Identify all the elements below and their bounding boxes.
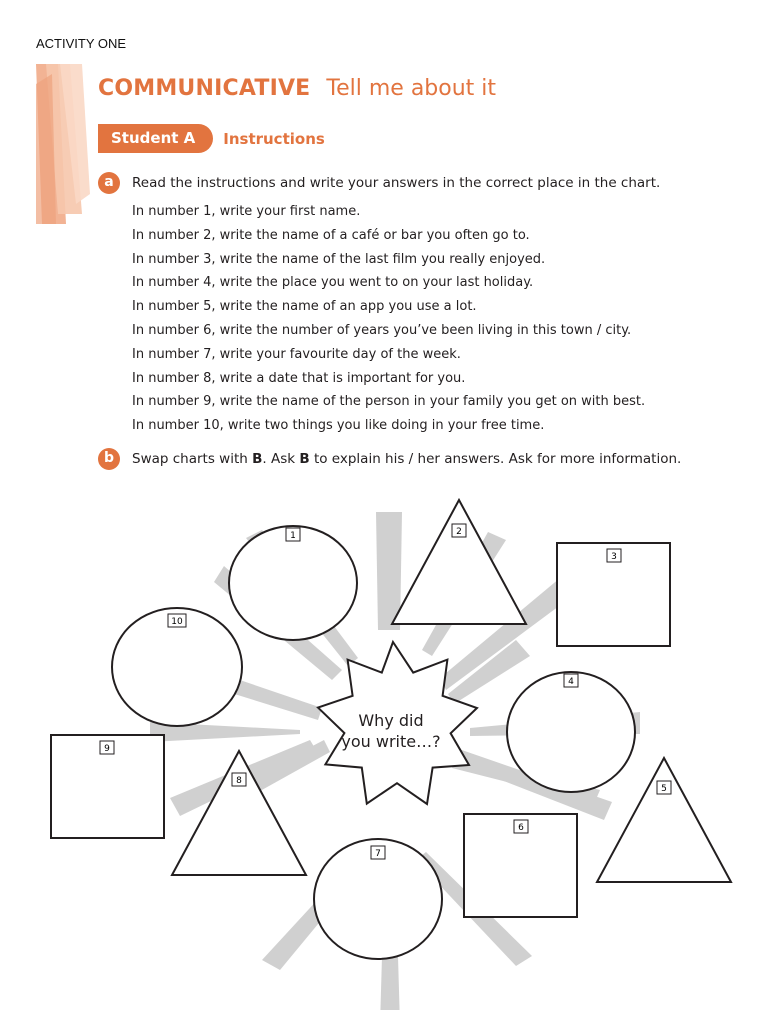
- shape-number: 4: [568, 677, 574, 687]
- activity-label: ACTIVITY ONE: [36, 36, 127, 51]
- instruction-item: In number 5, write the name of an app you use a lot.: [132, 299, 477, 315]
- instruction-list: [132, 200, 645, 438]
- shape-6[interactable]: [464, 814, 577, 917]
- student-tag: Student A: [98, 124, 213, 153]
- instruction-item: In number 6, write the number of years you’ve been living in this town / city.: [132, 322, 632, 338]
- shape-number: 1: [290, 531, 296, 541]
- decorative-stripes: [36, 64, 90, 224]
- section-header: [98, 124, 325, 153]
- center-text-line2: you write…?: [341, 732, 441, 751]
- shape-number: 7: [375, 849, 381, 859]
- instruction-item: In number 4, write the place you went to on your last holiday.: [132, 275, 534, 291]
- shape-number: 9: [104, 744, 110, 754]
- shape-4[interactable]: [507, 672, 635, 792]
- step-a-badge: a: [98, 172, 120, 194]
- shape-number: 10: [171, 617, 183, 627]
- shape-9[interactable]: [51, 735, 164, 838]
- shape-number: 5: [661, 784, 667, 794]
- instruction-item: In number 7, write your favourite day of the week.: [132, 346, 461, 362]
- center-text-line1: Why did: [358, 711, 424, 730]
- shape-5[interactable]: [597, 758, 731, 882]
- title-main: COMMUNICATIVE: [98, 76, 311, 101]
- step-b-text: Swap charts with B. Ask B to explain his / her answers. Ask for more information.: [132, 451, 682, 467]
- shape-7[interactable]: [314, 839, 442, 959]
- shape-3[interactable]: [557, 543, 670, 646]
- instruction-item: In number 9, write the name of the person in your family you get on with best.: [132, 394, 646, 410]
- page-title: [98, 76, 496, 101]
- step-a-text: Read the instructions and write your answers in the correct place in the chart.: [132, 175, 661, 191]
- shape-number: 6: [518, 823, 524, 833]
- instruction-item: In number 1, write your first name.: [132, 204, 361, 219]
- section-label: Instructions: [223, 129, 325, 148]
- step-b-badge: b: [98, 448, 120, 470]
- shape-number: 8: [236, 776, 242, 786]
- shape-number: 2: [456, 527, 462, 537]
- title-sub: Tell me about it: [326, 76, 497, 101]
- instruction-item: In number 3, write the name of the last film you really enjoyed.: [132, 251, 546, 267]
- step-b: [98, 448, 681, 470]
- instruction-item: In number 8, write a date that is important for you.: [132, 370, 466, 386]
- step-a: [98, 172, 660, 194]
- instruction-item: In number 2, write the name of a café or bar you often go to.: [132, 227, 530, 243]
- shape-number: 3: [611, 552, 617, 562]
- shape-2[interactable]: [392, 500, 526, 624]
- instruction-item: In number 10, write two things you like doing in your free time.: [132, 418, 545, 434]
- shape-1[interactable]: [229, 526, 357, 640]
- shape-10[interactable]: [112, 608, 242, 726]
- answer-chart: [0, 490, 768, 1010]
